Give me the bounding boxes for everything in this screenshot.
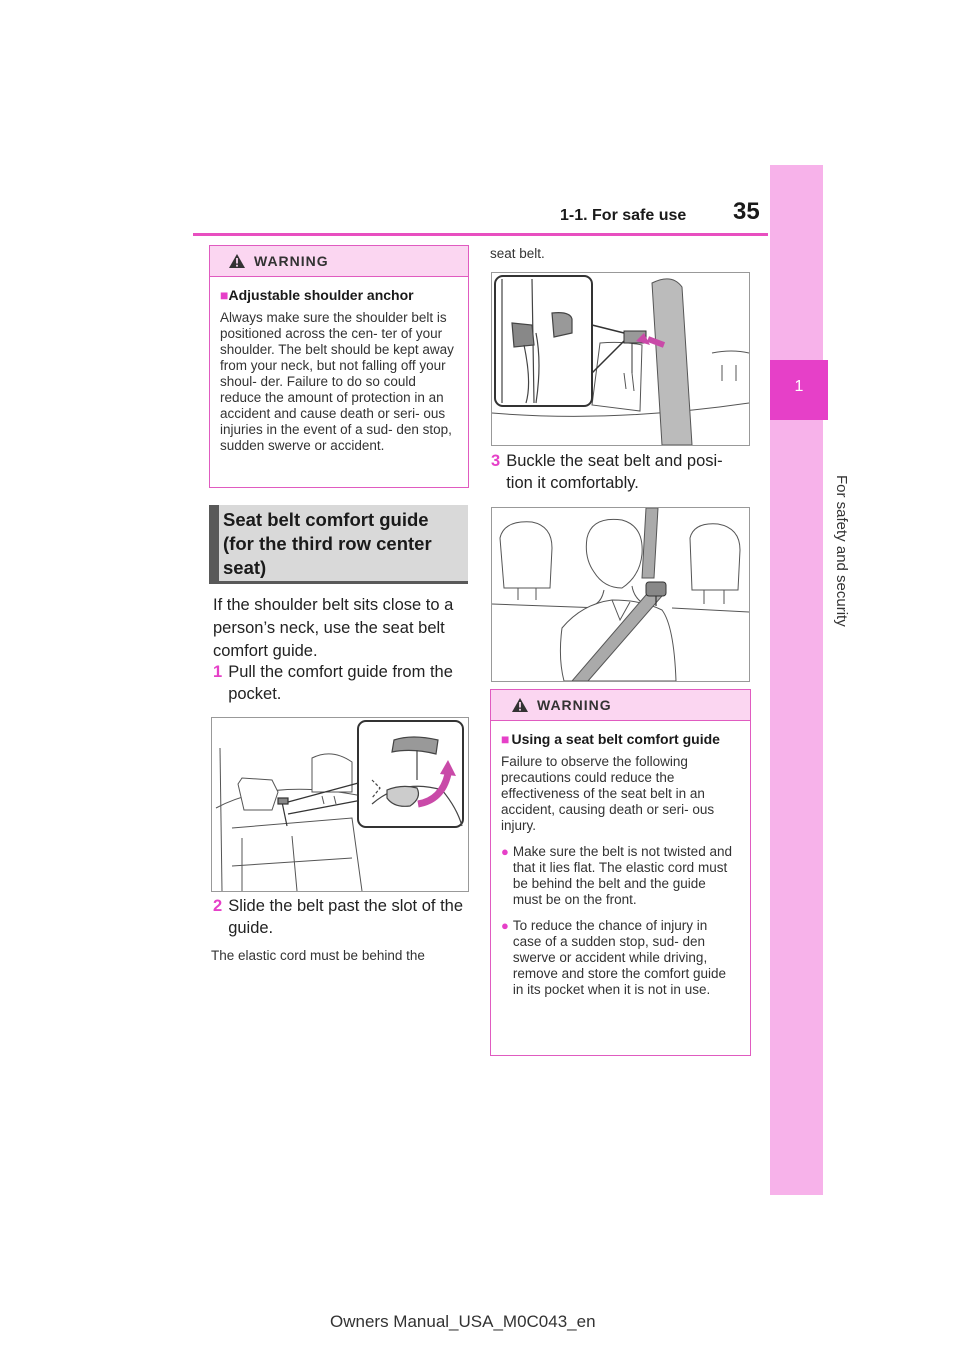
warning-icon [511,697,529,713]
bullet-icon: ● [501,844,509,859]
step-2-note: The elastic cord must be behind the [211,948,425,963]
step-2 [213,895,463,939]
figure-slide-belt [491,272,750,446]
figure-pull-guide-illustration [212,718,468,891]
warning-bullet: ● To reduce the chance of injury in case of a sudden stop, sud- den swerve or accident while driving, remove and store the comfort guide in its pocket when it is not in use. [501,918,726,997]
figure-slide-belt-illustration [492,273,749,445]
bullet-icon: ● [501,918,509,933]
warning-bullet: ● Make sure the belt is not twisted and that it lies flat. The elastic cord must be behind the belt and the guide must be on the front. [501,844,732,907]
warning-label: WARNING [537,697,612,713]
footer-manual-id: Owners Manual_USA_M0C043_en [330,1312,596,1331]
section-heading-bar [209,505,219,581]
step-text: Buckle the seat belt and posi- tion it comfortably. [506,452,723,492]
step-number: 3 [491,452,501,470]
warning-title: ■ Using a seat belt comfort guide [501,731,720,747]
step-2-note-continued: seat belt. [490,246,545,261]
side-tab-band [770,165,823,1195]
step-3 [491,450,751,494]
figure-pull-guide [211,717,469,892]
warning-label: WARNING [254,253,329,269]
figure-buckled-belt-illustration [492,508,749,681]
warning-title: ■Adjustable shoulder anchor [220,287,414,303]
section-heading: Seat belt comfort guide (for the third row center seat) [223,509,432,578]
warning-body: Always make sure the shoulder belt is positioned across the cen- ter of your shoulder. The belt should be kept away from your neck, but not falling off your shoul- der. Failure to do so could reduce the amount of protection in an accident and cause death or seri- ous injuries in the event of a sud- den stop, sudden swerve or accident. [220,310,454,453]
warning-box-comfort-guide [490,689,751,1056]
section-title: 1-1. For safe use [560,207,687,224]
chapter-title: For safety and security [833,475,850,627]
figure-buckled-belt [491,507,750,682]
intro-paragraph: If the shoulder belt sits close to a person’s neck, use the seat belt comfort guide. [213,596,454,660]
step-1 [213,661,463,705]
step-text: Pull the comfort guide from the pocket. [228,663,453,703]
warning-icon [228,253,246,269]
step-number: 2 [213,897,223,915]
step-text: Slide the belt past the slot of the guide. [228,897,464,937]
step-number: 1 [213,663,223,681]
page-number: 35 [733,198,760,225]
warning-box-shoulder-anchor [209,245,469,488]
warning-header [491,690,750,721]
warning-body: Failure to observe the following precautions could reduce the effectiveness of the seat belt in an accident, causing death or seri- ous injury. [501,754,715,833]
warning-header [210,246,468,277]
chapter-number: 1 [794,378,804,395]
section-heading-underline [209,581,468,584]
header-rule [193,233,768,236]
